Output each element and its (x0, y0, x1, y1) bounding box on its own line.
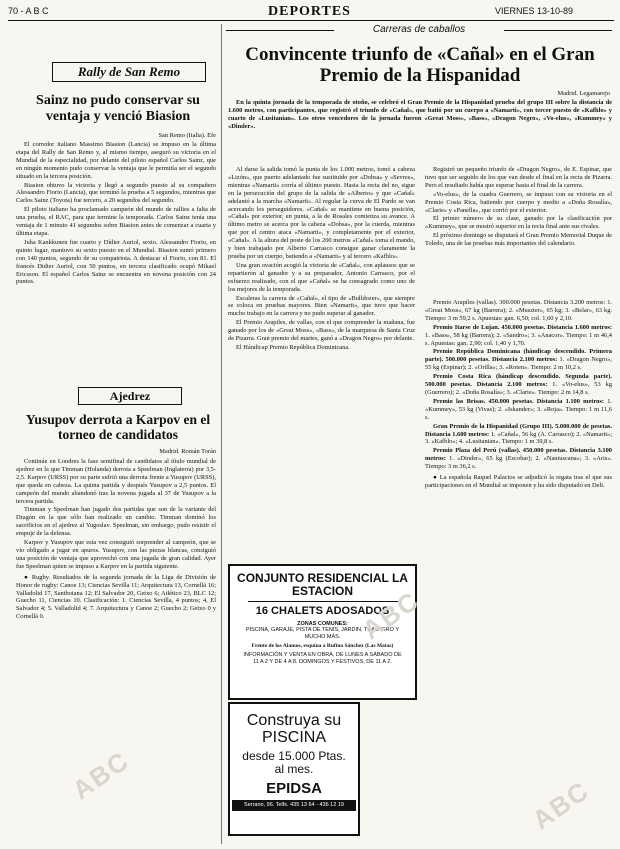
ad-features: PISCINA, GARAJE, PISTA DE TENIS, JARDIN, TRASTERO Y MUCHO MÁS. (245, 627, 400, 640)
result-body: 1. «Vo-elus», 53 kg (Guerrero); 2. «Doña Rosalía»; 3. «Clarie». Tiempo: 2 m 14,8 s. (425, 381, 612, 396)
racing-paragraph: Al darse la salida tomó la punta de los 1.000 metros, tomó a cabeza «Lizón», que puerto adelantado fue sustituido por «Dobsa» y «Sevres», mientras «Namarti» corría el último puesto. Hasta la recta del no, sigue en la persecución del grupo de la salida de «Alberto» y que «Cañal» adelantó a la marcha «Namarti». Al regular la curva de El Pardo se van acercando los perseguidores. «Cañal» se mantiene en buena posición, «Cañal» por exterior, en punta, a la de Rosales comienza su avance. A último metro se acerca por la cabeza «Dobsa», por la cuerda, mientras que por el centro ataca «Namarti», y completamente por el exterior, «Cañal». A la altura del poste de los 200 metros «Cañal» toma el mando, y bien trabajado por Alberto Carrasco consigue ganar claramente la prueba por un cuerpo, batiendo a «Namarti» y al tercero «Kafhlo». (228, 166, 415, 260)
result-body: 1. «Cañal», 56 kg (A. Carrasco); 2. «Namarti»; 3. «Kafhlo»; 4. «Lusitanian». Tiempo: 1 m 39,8 s. (425, 430, 612, 446)
rally-paragraph: El corredor italiano Massimo Biasion (Lancia) se impuso en la última etapa del Rally de San Remo y, al mismo tiempo, aseguró su victoria en el Mundial de la especialidad, por delante del piloto español Carlos Sainz, que en ningún momento pudo conservar la ventaja que le permitía ser el segundo situado en la tercera posición. (16, 141, 216, 180)
ad-info: INFORMACIÓN Y VENTA EN OBRA, DE LUNES A SÁBADO DE 11 A 2 Y DE 4 A 8. DOMINGOS Y FESTIVOS, DE 11 A 2. (243, 652, 402, 665)
racing-results (425, 299, 612, 839)
chess-section-label: Ajedrez (78, 387, 182, 405)
result-body: 1. «Dinder», 65 kg (Escobar); 2. «Naniuscana»; 3. «Aris». Tiempo: 3 m 36,2 s. (425, 455, 612, 471)
racing-paragraph: Escaleras la carrera de «Cañal», el tipo de «Bulldozer», que siempre se coloca en pruebas mayores. Bien «Namarti», que tuvo que hacer mucho trabajo en la carrera y no pudo superar al ganador. (228, 294, 415, 318)
issue-date: VIERNES 13-10-89 (495, 6, 574, 16)
ad-subtitle: 16 CHALETS ADOSADOS (255, 605, 390, 617)
racing-paragraph: El primer número de su clase, ganado por la clasificación por «Kummey», que se mostró superior en la recta final ante sus rivales. (425, 215, 612, 231)
racing-lead (228, 99, 612, 163)
rally-paragraph: Biasion obtuvo la victoria y llegó a segundo puesto al su compañero Alessandro Fiorio (Lancia), que terminó la prueba a 5 segundos, mientras que Carlos Sainz (Toyota) fue tercero, a 20 segundos del segundo. (16, 181, 216, 205)
pool-ad (228, 702, 360, 836)
pool-ad-address: Serrano, 96. Telfs. 435 13 64 - 436 12 19 (232, 800, 356, 811)
result-entry (425, 423, 612, 447)
rally-section-label: Rally de San Remo (52, 62, 206, 82)
watermark: ABC (526, 774, 596, 836)
racing-paragraph: «Vo-elus», de la cuadra Guerrero, se impuso con su victoria en el Premio Costa Rica, batiendo por cuerpo y medio a «Doña Rosalía», «Clarie» y «Panella», que corrió por el exterior. (425, 190, 612, 214)
chess-paragraph: Karpov y Yusupov que esta vez consiguió sorprender al campeón, que se vio obligado a jugar en apuros. Yusupov, con las piezas blancas, consiguió una posición de ventaja que aprovechó con una jugada de gran calidad. Ayer fue Speelman quien se impuso a Karpov en la partida siguiente. (16, 539, 216, 570)
chess-body (16, 458, 216, 843)
chess-paragraph: Timman y Speelman han jugado dos partidas que son de la variante del Dragón en la que sólo han realizado un cambio. Timman dominó los sacrificios en el ajedrez al Yugoslav. Speelman, sin embargo, pudo resistir el empuje de la defensa. (16, 506, 216, 538)
rally-paragraph: Juha Kankkunen fue cuarto y Dídier Auriol, sexto. Alessandro Fiorio, en quinto lugar, mantuvo su sexto puesto en el Mundial. Biasion sumó primero con 140 puntos, segundo de su compatriota. A destacar el Fiorio, con 81. El francés Didier Auriol, con 50 puntos, en tercera clasificado ocupó Mikael Ericsson. El español Carlos Sainz se encuentra en novena posición con 24 puntos. (16, 238, 216, 286)
chess-byline: Madrid. Román Torán (159, 448, 216, 455)
result-entry (425, 348, 612, 372)
chess-paragraph: Continúe en Londres la fase semifinal de candidatos al título mundial de ajedrez en la que Timman (Holanda) derrota a Speelman (Inglaterra) por 3,5-2,5. Karpov (URSS) por su parte sufrió una derrota frente a Yusupov (URSS), que queda en cabeza. La quinta partida y después Yusupov a 2,5 puntos. El campeón del mundo abandonó tras la novena jugada al 37 de Yusupov a la tercera partida. (16, 458, 216, 505)
racing-byline: Madrid. Legamarejo (557, 90, 610, 97)
racing-section-label: Carreras de caballos (334, 24, 504, 35)
racing-paragraph: Registró un pequeño triunfo de «Dragon Negro», de E. Espinar, que tuvo que ser seguido de los que van desde el final en la recta de Pizarra. Pero el resultado había que esperar hasta el final de la carrera. (425, 166, 612, 189)
rugby-results: ● Rugby. Resultados de la segunda jornada de la Liga de División de Honor de rugby: Canoe 13; Ciencias Sevilla 11; Arquitectura 13, Cornellá 16; Valladolid 17, Santboiana 12; El Salvador 20, Getxo 6; Atlético 23, BLC 12; Guecho 11, Ciencias 10. Clasificación: 1. Ciencias Sevilla, 4 puntos; 4, El Salvador 4; 5. Valladolid 4; 7. Arquitectura y Canoe 2; Guecho 2; Getxo 0 y Cornellá 0. (16, 573, 216, 621)
racing-column-2 (425, 166, 612, 296)
result-body: 1. «Bass», 58 kg (Barrera); 2. «Sandro»; 3. «Anacor». Tiempo: 1 m 46,4 s. Apuestas: gan. 2,90; col. 1,40 y 1,70. (425, 331, 612, 347)
result-entry (425, 324, 612, 348)
pool-ad-brand: EPIDSA (266, 780, 322, 797)
column-divider (221, 24, 222, 844)
result-title: Premio Itarse de Lujan. 450.000 pesetas. Distancia 1.600 metros: (433, 323, 612, 331)
results-intro: Premio Arapiles (vallas). 300.000 pesetas. Distancia 3.200 metros: 1. «Great Moss», 67 kg (Barrera); 2. «Muszter», 65 kg; 3. «Belar», 63 kg. Tiempo: 3 m 59,2 s. Apuestas: gan. 6,50; col. 1,60 y 2,10. (425, 299, 612, 322)
closing-text: La española Raquel Palacios se adjudicó la regata tras el que sus participaciones en el Mundial se imponen y ha sido disputado en Deli. (425, 474, 612, 489)
result-body: 1. «Dragon Negro», 55 kg (Espinar); 2. «Orilla»; 3. «Roten». Tiempo: 2 m 10,2 s. (425, 356, 612, 372)
ad-title: CONJUNTO RESIDENCIAL LA ESTACION (237, 571, 408, 598)
rally-body (16, 141, 216, 373)
result-title: Premio República Dominicana (hándicap descendido. Primera parte). 500.000 pesetas. Distancia 2.100 metros: (425, 348, 612, 364)
closing-note: ● La española Raquel Palacios se adjudicó la regata tras el que sus participaciones en el Mundial se imponen y ha sido disputado en Deli. (425, 474, 612, 489)
pool-ad-title: Construya su PISCINA (246, 712, 342, 746)
rally-paragraph: El piloto italiano ha proclamado campeón del mundo de rallies a falta de una prueba, el RAC, para que termine la temporada. Carlos Sainz tenía una ventaja de 1 minuto 41 segundos sobre Biasion antes de comenzar a cuarta y última etapa. (16, 206, 216, 237)
result-title: Premio Plaza del Perú (vallas). 450.000 pesetas. Distancia 3.100 metros: (425, 447, 612, 463)
rally-byline: San Remo (Italia). Efe (158, 132, 216, 139)
ad-tag: ZONAS COMUNES: (297, 621, 348, 627)
result-title: Premio las Brisas. 450.000 pesetas. Distancia 1.100 metros: (433, 397, 604, 405)
watermark: ABC (66, 744, 136, 806)
chess-headline: Yusupov derrota a Karpov en el torneo de candidatos (25, 412, 211, 442)
racing-paragraph: Una gran ovación acogió la victoria de «Cañal», con aplausos que se repartieron al ganador y a su preparador, Antonio Carrasco, por el esfuerzo realizado, con el que «Cañal» se ha consagrado como uno de los mejores de la temporada. (228, 261, 415, 293)
result-entry (425, 373, 612, 397)
section-title: DEPORTES (268, 4, 351, 19)
watermark: ABC (356, 584, 426, 646)
page-folio: 70 - A B C (8, 6, 49, 16)
pool-ad-price: desde 15.000 Ptas. al mes. (242, 749, 346, 776)
racing-paragraph: El próximo domingo se disputará el Gran Premio Memorial Duque de Toledo, una de las pruebas más importantes del calendario. (425, 232, 612, 248)
racing-paragraph: El Premio Arapiles, de vallas, con el que comprender la mañana, fue ganado por los de «Great Moss», «Bass», de la marquesa de Santa Cruz de Pizarra. Gran premio del martes, ganó a «Dragon Negro» por delante. (228, 319, 415, 343)
result-title: Premio Costa Rica (hándicap descendido. Segunda parte). 500.000 pesetas. Distancia 2.100 metros: (425, 373, 612, 389)
racing-headline: Convincente triunfo de «Cañal» en el Gran Premio de la Hispanidad (245, 44, 595, 86)
racing-kicker (226, 24, 612, 36)
result-entry (425, 398, 612, 422)
racing-paragraph: El Hándicap Premio República Dominicana. (236, 343, 350, 351)
racing-column-1 (228, 166, 415, 551)
ad-rule (248, 601, 398, 602)
ad-place: Frente de los Alamos, esquina a Rufino Sánchez (Las Matas) (251, 643, 394, 649)
racing-lead-text: En la quinta jornada de la temporada de otoño, se celebró el Gran Premio de la Hispanidad prueba del grupo III sobre la distancia de 1.600 metros, con participantes, que registró el triunfo de «Cañal», que batió por un cuerpo a «Namarti», con tercer puesto de «Kafhlo» y cuarto de «Lusitanian». Los otros vencedores de la jornada fueron «Great Moss», «Bass», «Dragon Negro», «Vo-elus», «Kummey» y «Dinder». (228, 99, 612, 130)
result-entry (425, 447, 612, 471)
result-body: 1. «Kummey», 53 kg (Vivas); 2. «Iskander»; 3. «Roja». Tiempo: 1 m 11,6 s. (425, 397, 612, 421)
rally-headline: Sainz no pudo conservar su ventaja y venció Biasion (36, 93, 200, 124)
result-title: Gran Premio de la Hispanidad (Grupo III). 5.000.000 de pesetas. Distancia 1.600 metros: (425, 422, 612, 438)
rugby-text: Rugby. Resultados de la segunda jornada de la Liga de División de Honor de rugby: Canoe 13; Ciencias Sevilla 11; Arquitectura 13, Cornellá 16; Valladolid 17, Santboiana 12; El Salvador 20, Getxo 6; Atlético 23, BLC 12; Guecho 11, Ciencias 10. Clasificación: 1. Ciencias Sevilla, 4 puntos; 4, El Salvador 4; 5. Valladolid 4; 7. Arquitectura y Canoe 2; Guecho 2; Getxo 0 y Cornellá 0. (16, 573, 216, 621)
header-rule (8, 20, 614, 21)
